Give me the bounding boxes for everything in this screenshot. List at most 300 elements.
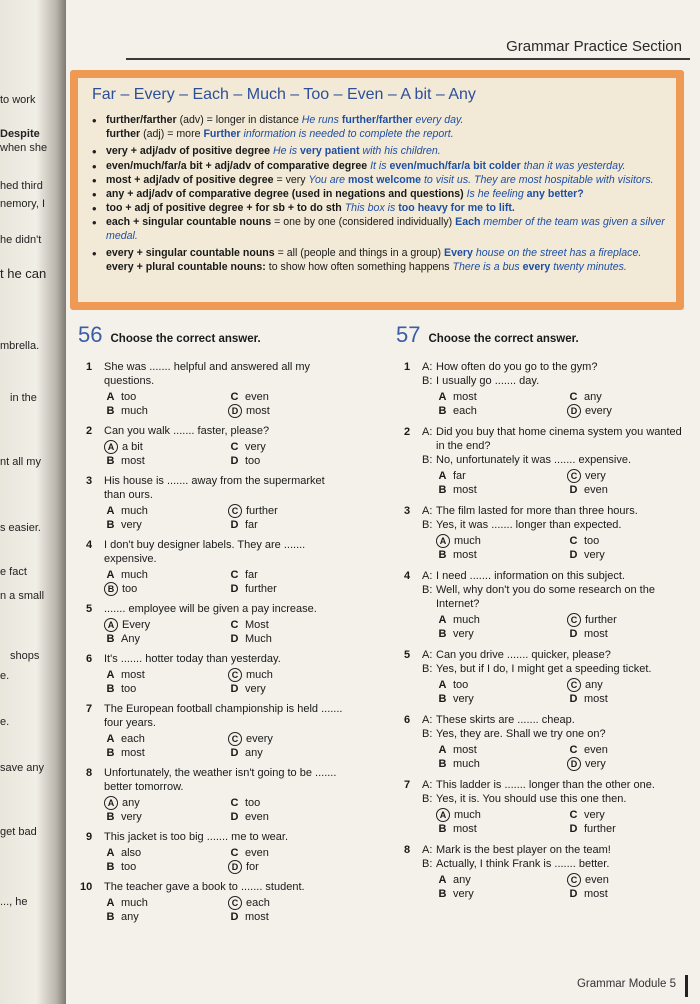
option-b[interactable]: [104, 582, 222, 596]
option-letter: C: [230, 569, 239, 581]
speaker-b-label: B:: [422, 454, 433, 466]
margin-fragment: when she: [0, 142, 48, 154]
option-letter: D: [230, 455, 239, 467]
option-text: much: [454, 809, 481, 821]
question-number: 9: [86, 831, 93, 843]
option-text: any: [122, 797, 140, 809]
option-b[interactable]: [436, 822, 561, 836]
circled-option-letter: C: [567, 469, 581, 483]
speaker-b-line: [422, 453, 692, 467]
rule-example: [302, 114, 464, 126]
option-a[interactable]: [104, 440, 222, 454]
speaker-a-label: A:: [422, 714, 433, 726]
speaker-b-line: [422, 662, 692, 676]
speaker-b-label: B:: [422, 584, 433, 596]
option-b[interactable]: [104, 454, 222, 468]
option-text: further: [584, 823, 616, 835]
option-d[interactable]: [228, 810, 346, 824]
question-item: [78, 880, 346, 924]
question-item: [78, 360, 346, 418]
answer-options: [104, 668, 346, 696]
speaker-b-label: B:: [422, 858, 433, 870]
answer-options: [422, 743, 692, 771]
speaker-a-line: [422, 778, 692, 792]
option-d[interactable]: [228, 582, 346, 596]
option-d[interactable]: [228, 910, 346, 924]
answer-options: [422, 469, 692, 497]
option-letter: D: [230, 683, 239, 695]
option-letter: C: [230, 847, 239, 859]
question-number: 8: [86, 767, 93, 779]
speaker-b-text: I usually go ....... day.: [436, 375, 540, 387]
question-text: Unfortunately, the weather isn't going to be ....... better tomorrow.: [104, 767, 337, 793]
option-text: each: [453, 405, 477, 417]
option-c[interactable]: [567, 678, 692, 692]
option-letter: D: [230, 911, 239, 923]
option-c[interactable]: [228, 440, 346, 454]
circled-option-letter: A: [104, 440, 118, 454]
option-text: each: [246, 897, 270, 909]
speaker-a-text: These skirts are ....... cheap.: [436, 714, 575, 726]
option-c[interactable]: [228, 618, 346, 632]
option-letter: A: [438, 679, 447, 691]
option-b[interactable]: [104, 404, 222, 418]
example-highlight: even/much/far/a bit colder: [389, 159, 521, 172]
option-text: further: [585, 614, 617, 626]
rule-example: [370, 160, 625, 172]
example-highlight: very patient: [300, 145, 360, 158]
rule-meaning: = very: [273, 173, 309, 186]
circled-option-letter: D: [228, 404, 242, 418]
speaker-a-line: [422, 648, 692, 662]
option-text: most: [246, 405, 270, 417]
option-text: any: [453, 874, 471, 886]
speaker-b-text: Actually, I think Frank is ....... better.: [436, 858, 610, 870]
option-letter: B: [106, 861, 115, 873]
option-a[interactable]: [436, 613, 561, 627]
question-number: 7: [86, 703, 93, 715]
option-b[interactable]: [436, 692, 561, 706]
option-c[interactable]: [228, 732, 346, 746]
option-text: even: [245, 391, 269, 403]
speaker-a-line: [422, 569, 692, 583]
option-d[interactable]: [228, 632, 346, 646]
option-text: even: [584, 744, 608, 756]
option-a[interactable]: [104, 896, 222, 910]
speaker-a-line: [422, 713, 692, 727]
question-number: 4: [404, 570, 411, 582]
answer-options: [422, 613, 692, 641]
option-a[interactable]: [104, 568, 222, 582]
option-a[interactable]: [104, 732, 222, 746]
example-text: He is: [272, 145, 301, 158]
question-item: [78, 538, 346, 596]
margin-fragment: s easier.: [0, 522, 41, 534]
example-highlight: Further: [203, 128, 241, 141]
speaker-b-label: B:: [422, 728, 433, 740]
margin-fragment: to work: [0, 94, 36, 106]
question-text: ....... employee will be given a pay increase.: [104, 603, 317, 615]
option-d[interactable]: [228, 518, 346, 532]
option-a[interactable]: [104, 668, 222, 682]
option-text: further: [245, 583, 277, 595]
option-a[interactable]: [436, 678, 561, 692]
option-letter: B: [106, 911, 115, 923]
option-c[interactable]: [567, 390, 692, 404]
speaker-a-text: Can you drive ....... quicker, please?: [436, 649, 611, 661]
dialogue-item: [396, 569, 692, 641]
rule-item: [92, 114, 666, 127]
option-letter: B: [106, 633, 115, 645]
rule-example: [273, 145, 441, 157]
option-letter: A: [106, 669, 115, 681]
option-c[interactable]: [228, 504, 346, 518]
option-d[interactable]: [228, 746, 346, 760]
option-d[interactable]: [567, 757, 692, 771]
option-a[interactable]: [104, 390, 222, 404]
answer-options: [422, 534, 692, 562]
option-c[interactable]: [567, 743, 692, 757]
option-d[interactable]: [228, 404, 346, 418]
option-text: Most: [245, 619, 269, 631]
option-b[interactable]: [104, 810, 222, 824]
answer-options: [422, 390, 692, 418]
option-text: far: [453, 470, 466, 482]
option-b[interactable]: [436, 627, 561, 641]
option-text: any: [584, 391, 602, 403]
option-c[interactable]: [228, 896, 346, 910]
speaker-a-line: [422, 360, 692, 374]
option-letter: A: [106, 505, 115, 517]
option-c[interactable]: [567, 873, 692, 887]
option-letter: B: [438, 549, 447, 561]
exercise-instruction: Choose the correct answer.: [428, 333, 579, 345]
option-text: most: [584, 628, 608, 640]
option-letter: B: [106, 811, 115, 823]
rule-meaning: (adj) = more: [140, 128, 204, 141]
option-d[interactable]: [567, 627, 692, 641]
option-c[interactable]: [228, 796, 346, 810]
question-number: 10: [80, 881, 93, 893]
section-title: Grammar Practice Section: [506, 38, 682, 55]
question-list: [78, 360, 346, 924]
option-letter: A: [106, 569, 115, 581]
option-b[interactable]: [436, 548, 561, 562]
option-text: even: [584, 484, 608, 496]
dialogue-item: [396, 360, 692, 418]
answer-options: [104, 440, 346, 468]
speaker-b-text: No, unfortunately it was ....... expensive.: [436, 454, 632, 466]
example-text-after: with his children.: [359, 145, 441, 158]
option-text: even: [245, 811, 269, 823]
option-b[interactable]: [104, 518, 222, 532]
option-a[interactable]: [436, 390, 561, 404]
rule-item: [92, 247, 666, 260]
example-text: It is: [370, 159, 390, 172]
option-d[interactable]: [228, 454, 346, 468]
option-text: most: [453, 823, 477, 835]
option-text: Every: [122, 619, 151, 631]
option-letter: C: [569, 744, 578, 756]
speaker-b-line: [422, 857, 692, 871]
option-letter: A: [438, 744, 447, 756]
option-letter: D: [230, 583, 239, 595]
question-item: [78, 766, 346, 824]
option-d[interactable]: [567, 887, 692, 901]
option-d[interactable]: [567, 404, 692, 418]
option-text: much: [246, 669, 273, 681]
option-c[interactable]: [567, 469, 692, 483]
question-number: 1: [86, 361, 93, 373]
speaker-a-text: How often do you go to the gym?: [436, 361, 598, 373]
option-text: most: [121, 747, 145, 759]
question-number: 7: [404, 779, 411, 791]
option-text: much: [454, 535, 481, 547]
option-text: far: [245, 569, 258, 581]
question-item: [78, 474, 346, 532]
answer-options: [104, 732, 346, 760]
option-text: most: [245, 911, 269, 923]
question-text: I don't buy designer labels. They are ....... expensive.: [104, 539, 306, 565]
speaker-b-text: Well, why don't you do some research on the Internet?: [436, 584, 655, 610]
rule-formula: further: [106, 128, 141, 141]
margin-fragment: hed third: [0, 180, 43, 192]
dialogue-item: [396, 425, 692, 497]
option-text: much: [453, 758, 480, 770]
circled-option-letter: C: [567, 613, 581, 627]
option-letter: A: [438, 470, 447, 482]
option-letter: D: [569, 823, 578, 835]
option-c[interactable]: [228, 390, 346, 404]
rule-item: [92, 216, 666, 242]
option-letter: D: [569, 549, 578, 561]
option-a[interactable]: [436, 743, 561, 757]
option-d[interactable]: [228, 682, 346, 696]
option-a[interactable]: [104, 846, 222, 860]
option-d[interactable]: [228, 860, 346, 874]
question-item: [78, 830, 346, 874]
option-a[interactable]: [436, 873, 561, 887]
option-d[interactable]: [567, 692, 692, 706]
option-text: very: [453, 888, 474, 900]
speaker-a-label: A:: [422, 426, 433, 438]
option-b[interactable]: [104, 746, 222, 760]
option-text: too: [584, 535, 600, 547]
option-text: every: [585, 405, 612, 417]
option-text: any: [245, 747, 263, 759]
option-a[interactable]: [104, 504, 222, 518]
option-letter: B: [438, 693, 447, 705]
speaker-b-text: Yes, but if I do, I might get a speeding ticket.: [436, 663, 652, 675]
option-b[interactable]: [104, 682, 222, 696]
answer-options: [422, 678, 692, 706]
rule-item: [92, 188, 666, 201]
speaker-a-text: This ladder is ....... longer than the other one.: [436, 779, 655, 791]
option-letter: B: [438, 888, 447, 900]
option-text: very: [121, 811, 142, 823]
grammar-page: [66, 0, 700, 1004]
option-text: very: [584, 549, 605, 561]
rule-formula: too + adj of positive degree + for sb + to do sth: [106, 202, 342, 215]
option-d[interactable]: [567, 822, 692, 836]
option-text: much: [121, 405, 148, 417]
margin-fragment: e fact: [0, 566, 27, 578]
question-number: 6: [404, 714, 411, 726]
rule-example: [444, 247, 641, 259]
option-letter: B: [106, 683, 115, 695]
option-a[interactable]: [436, 534, 561, 548]
example-text-after: to visit us. They are most hospitable with visitors.: [421, 173, 654, 186]
option-text: very: [453, 693, 474, 705]
option-c[interactable]: [228, 668, 346, 682]
option-letter: D: [569, 888, 578, 900]
speaker-b-text: Yes, it is. You should use this one then.: [436, 793, 627, 805]
option-text: most: [453, 391, 477, 403]
option-a[interactable]: [436, 469, 561, 483]
answer-options: [422, 808, 692, 836]
margin-fragment: nemory, I: [0, 198, 46, 210]
rule-example: [453, 261, 627, 273]
rule-example: [309, 174, 654, 186]
option-a[interactable]: [104, 796, 222, 810]
option-letter: B: [106, 519, 115, 531]
rule-example: [203, 128, 453, 140]
option-text: most: [453, 484, 477, 496]
question-text: This jacket is too big ....... me to wear.: [104, 831, 289, 843]
margin-fragment: mbrella.: [0, 340, 40, 352]
option-letter: D: [569, 628, 578, 640]
speaker-b-label: B:: [422, 375, 433, 387]
speaker-a-label: A:: [422, 649, 433, 661]
margin-fragment: Despite: [0, 128, 40, 140]
option-letter: C: [230, 797, 239, 809]
option-d[interactable]: [567, 483, 692, 497]
question-text: It's ....... hotter today than yesterday.: [104, 653, 281, 665]
option-letter: A: [106, 897, 115, 909]
option-letter: C: [230, 619, 239, 631]
rules-title: Far – Every – Each – Much – Too – Even – A bit – Any: [92, 86, 476, 103]
answer-options: [104, 618, 346, 646]
option-a[interactable]: [104, 618, 222, 632]
option-text: further: [246, 505, 278, 517]
margin-fragment: get bad: [0, 826, 37, 838]
answer-options: [104, 390, 346, 418]
grammar-rules-box: [70, 70, 684, 310]
option-text: Any: [121, 633, 140, 645]
rule-formula: every + singular countable nouns: [106, 246, 275, 259]
option-letter: A: [106, 847, 115, 859]
speaker-b-line: [422, 727, 692, 741]
previous-page-edge: [0, 0, 66, 1004]
option-text: most: [121, 669, 145, 681]
example-text: There is a bus: [452, 261, 523, 274]
margin-fragment: save any: [0, 762, 45, 774]
circled-option-letter: C: [567, 678, 581, 692]
option-text: very: [245, 441, 266, 453]
dialogue-item: [396, 713, 692, 771]
option-b[interactable]: [436, 887, 561, 901]
question-text: His house is ....... away from the supermarket than ours.: [104, 475, 325, 501]
option-d[interactable]: [567, 548, 692, 562]
example-highlight: Every: [444, 246, 473, 259]
option-b[interactable]: [436, 404, 561, 418]
option-b[interactable]: [104, 632, 222, 646]
option-text: most: [584, 693, 608, 705]
speaker-a-text: Mark is the best player on the team!: [436, 844, 611, 856]
option-a[interactable]: [436, 808, 561, 822]
question-number: 1: [404, 361, 411, 373]
speaker-a-label: A:: [422, 570, 433, 582]
dialogue-item: [396, 648, 692, 706]
rule-item: [92, 128, 666, 141]
option-c[interactable]: [228, 568, 346, 582]
margin-fragment: nt all my: [0, 456, 41, 468]
option-c[interactable]: [567, 534, 692, 548]
rule-item: [92, 202, 666, 215]
circled-option-letter: D: [228, 860, 242, 874]
rule-example: [345, 202, 515, 214]
option-b[interactable]: [104, 910, 222, 924]
rule-formula: further/farther: [106, 114, 177, 126]
circled-option-letter: A: [436, 808, 450, 822]
option-b[interactable]: [104, 860, 222, 874]
option-text: most: [121, 455, 145, 467]
speaker-b-label: B:: [422, 793, 433, 805]
option-text: much: [121, 897, 148, 909]
answer-options: [104, 846, 346, 874]
option-text: a bit: [122, 441, 143, 453]
speaker-a-line: [422, 504, 692, 518]
rule-formula: every + plural countable nouns:: [106, 261, 266, 274]
speaker-b-line: [422, 518, 692, 532]
rule-formula: very + adj/adv of positive degree: [106, 145, 270, 158]
option-text: very: [585, 470, 606, 482]
speaker-a-label: A:: [422, 505, 433, 517]
rule-meaning: = all (people and things in a group): [274, 246, 444, 259]
margin-fragment: shops: [10, 650, 40, 662]
option-c[interactable]: [567, 808, 692, 822]
dialogue-item: [396, 504, 692, 562]
speaker-a-label: A:: [422, 844, 433, 856]
option-letter: A: [438, 874, 447, 886]
option-b[interactable]: [436, 483, 561, 497]
speaker-b-line: [422, 374, 692, 388]
answer-options: [422, 873, 692, 901]
option-b[interactable]: [436, 757, 561, 771]
option-letter: B: [438, 758, 447, 770]
option-text: very: [585, 758, 606, 770]
option-c[interactable]: [228, 846, 346, 860]
option-text: much: [121, 569, 148, 581]
circled-option-letter: A: [436, 534, 450, 548]
speaker-a-text: I need ....... information on this subject.: [436, 570, 625, 582]
question-number: 5: [86, 603, 93, 615]
option-c[interactable]: [567, 613, 692, 627]
option-letter: A: [438, 391, 447, 403]
speaker-a-line: [422, 843, 692, 857]
option-text: very: [584, 809, 605, 821]
question-number: 3: [86, 475, 93, 487]
option-letter: A: [438, 614, 447, 626]
example-text-after: house on the street has a fireplace.: [472, 246, 642, 259]
speaker-b-line: [422, 792, 692, 806]
question-number: 4: [86, 539, 93, 551]
option-text: too: [245, 455, 261, 467]
option-letter: B: [106, 455, 115, 467]
option-text: even: [245, 847, 269, 859]
question-number: 5: [404, 649, 411, 661]
option-text: each: [121, 733, 145, 745]
